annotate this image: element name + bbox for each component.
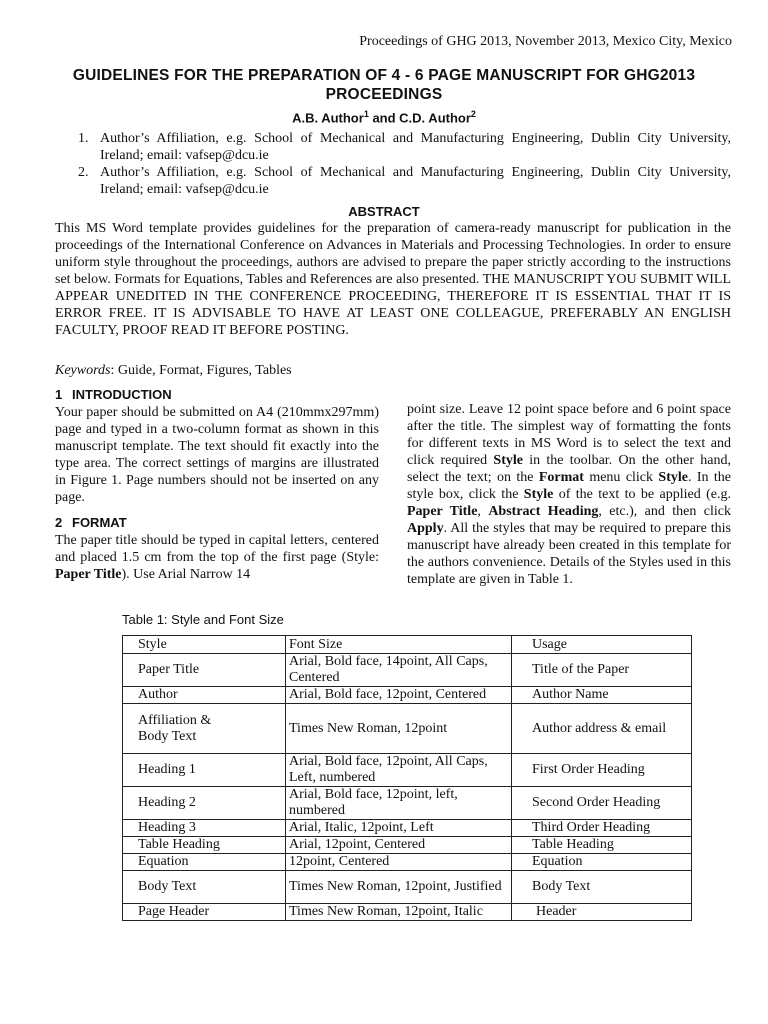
affiliation-text: Author’s Affiliation, e.g. School of Mechanical and Manufacturing Engineering, Dublin City University, Ireland; email: vafsep@dcu.ie [100, 165, 731, 197]
table-cell-usage: Table Heading [512, 837, 692, 854]
bold-term: Apply [407, 521, 444, 536]
table-cell-style: Heading 2 [123, 787, 286, 820]
table-row [123, 837, 692, 854]
page-header: Proceedings of GHG 2013, November 2013, Mexico City, Mexico [359, 34, 732, 49]
table-cell-usage: Author Name [512, 687, 692, 704]
table-cell-usage: Header [512, 904, 692, 921]
table-cell-usage: First Order Heading [512, 754, 692, 787]
table-cell-style: Equation [123, 854, 286, 871]
table-cell-style: Author [123, 687, 286, 704]
text-run: , etc.), and then click [598, 504, 732, 519]
table-cell-usage: Title of the Paper [512, 654, 692, 687]
table-cell-font: Arial, Bold face, 12point, left, numbered [286, 787, 512, 820]
keywords-text: Guide, Format, Figures, Tables [117, 363, 292, 378]
bold-term: Format [538, 470, 584, 485]
bold-term: Style [658, 470, 688, 485]
table-header-row [123, 636, 692, 654]
style-name-bold: Paper Title [55, 567, 122, 582]
author-2-name: C.D. Author [399, 110, 471, 126]
text-run: of the text to be applied (e.g. [553, 487, 731, 502]
abstract-body: This MS Word template provides guidelines for the preparation of camera-ready manuscript for publication in the proceedings of the International Conference on Advances in Materials and Processing Technologies. In order to ensure uniform style throughout the proceedings, authors are advised to prepare the paper strictly according to the instructions set below. Formats for Equations, Tables and References are also presented. THE MANUSCRIPT YOU SUBMIT WILL APPEAR UNEDITED IN THE CONFERENCE PROCEEDING, THEREFORE IT IS ESSENTIAL THAT IT IS ERROR FREE. IT IS ADVISABLE TO HAVE AT LEAST ONE COLLEAGUE, PREFERABLY AN ENGLISH FACULTY, PROOF READ IT BEFORE POSTING. [55, 221, 731, 338]
table-row [123, 687, 692, 704]
table-row [123, 754, 692, 787]
author-1-name: A.B. Author [292, 110, 364, 126]
affiliation-number: 1. [78, 131, 89, 146]
text-run: ). Use Arial Narrow 14 [121, 567, 251, 582]
table-cell-font: Arial, Bold face, 14point, All Caps, Centered [286, 654, 512, 687]
table-cell-style: Heading 3 [123, 820, 286, 837]
text-run: . All the styles that may be required to prepare this manuscript have already been created in this template for the authors convenience. Details of the Styles used in this template are given in Table 1. [407, 521, 731, 587]
author-conjunction: and [368, 110, 400, 126]
author-line [0, 109, 768, 125]
abstract-heading: ABSTRACT [348, 204, 420, 219]
table-row [123, 854, 692, 871]
section-title: INTRODUCTION [72, 387, 172, 402]
table-cell-usage: Author address & email [512, 704, 692, 754]
left-column [55, 386, 379, 583]
text-run: menu click [583, 470, 659, 485]
section-number: 2 [55, 515, 63, 530]
right-column [407, 401, 731, 588]
author-1-superscript: 1 [363, 109, 369, 119]
table-cell-style: Body Text [123, 871, 286, 904]
table-cell-usage: Body Text [512, 871, 692, 904]
bold-term: Style [493, 453, 523, 468]
bold-term: Style [523, 487, 554, 502]
keywords-separator: : [110, 363, 118, 378]
table-cell-style: Table Heading [123, 837, 286, 854]
affiliation-item [78, 164, 731, 198]
table-cell-style: Page Header [123, 904, 286, 921]
affiliation-number: 2. [78, 165, 89, 180]
table-cell-font: Times New Roman, 12point [286, 704, 512, 754]
section-title: FORMAT [72, 515, 127, 530]
table-cell-font: Arial, 12point, Centered [286, 837, 512, 854]
table-row [123, 871, 692, 904]
table-cell-style: Paper Title [123, 654, 286, 687]
table-row [123, 654, 692, 687]
table-cell-usage: Equation [512, 854, 692, 871]
table-row [123, 704, 692, 754]
table-cell-font: Times New Roman, 12point, Italic [286, 904, 512, 921]
table-header-cell: Font Size [286, 636, 512, 654]
section-heading-format [55, 514, 379, 531]
introduction-paragraph: Your paper should be submitted on A4 (210mmx297mm) page and typed in a two-column format as shown in this manuscript template. The text should fit exactly into the type area. The correct settings of margins are illustrated in Figure 1. Page numbers should not be inserted on any page. [55, 405, 379, 505]
table-row [123, 787, 692, 820]
table-caption: Table 1: Style and Font Size [122, 612, 284, 627]
table-cell-usage: Third Order Heading [512, 820, 692, 837]
table-header-cell: Style [123, 636, 286, 654]
text-run: . In the style box, click the [407, 470, 731, 502]
format-paragraph-continued [407, 401, 731, 588]
text-run: , [477, 504, 489, 519]
text-run: in the toolbar. On the other hand, select the text; on the [407, 453, 731, 485]
keywords-label: Keywords [55, 363, 111, 378]
keywords-line [55, 362, 731, 379]
text-run: The paper title should be typed in capital letters, centered and placed 1.5 cm from the top of the first page (Style: [55, 533, 379, 565]
table-cell-font: 12point, Centered [286, 854, 512, 871]
affiliation-item [78, 130, 731, 164]
section-number: 1 [55, 387, 63, 402]
table-cell-font: Arial, Bold face, 12point, Centered [286, 687, 512, 704]
affiliation-text: Author’s Affiliation, e.g. School of Mechanical and Manufacturing Engineering, Dublin City University, Ireland; email: vafsep@dcu.ie [100, 131, 731, 163]
table-header-cell: Usage [512, 636, 692, 654]
format-paragraph [55, 532, 379, 583]
table-row [123, 820, 692, 837]
section-heading-introduction [55, 386, 379, 403]
bold-term: Abstract Heading [488, 504, 599, 519]
table-cell-font: Times New Roman, 12point, Justified [286, 871, 512, 904]
affiliation-list [78, 130, 731, 198]
table-cell-usage: Second Order Heading [512, 787, 692, 820]
table-row [123, 904, 692, 921]
table-cell-font: Arial, Bold face, 12point, All Caps, Left, numbered [286, 754, 512, 787]
bold-term: Paper Title [407, 504, 478, 519]
table-cell-style: Heading 1 [123, 754, 286, 787]
table-cell-style: Affiliation & Body Text [123, 704, 286, 754]
paper-title: GUIDELINES FOR THE PREPARATION OF 4 - 6 PAGE MANUSCRIPT FOR GHG2013 PROCEEDINGS [72, 67, 696, 103]
table-cell-font: Arial, Italic, 12point, Left [286, 820, 512, 837]
text-run: point size. Leave 12 point space before and 6 point space after the title. The simplest way of formatting the fonts for different texts in MS Word is to select the text and click required [407, 402, 731, 468]
style-table [122, 635, 692, 921]
author-2-superscript: 2 [470, 109, 476, 119]
